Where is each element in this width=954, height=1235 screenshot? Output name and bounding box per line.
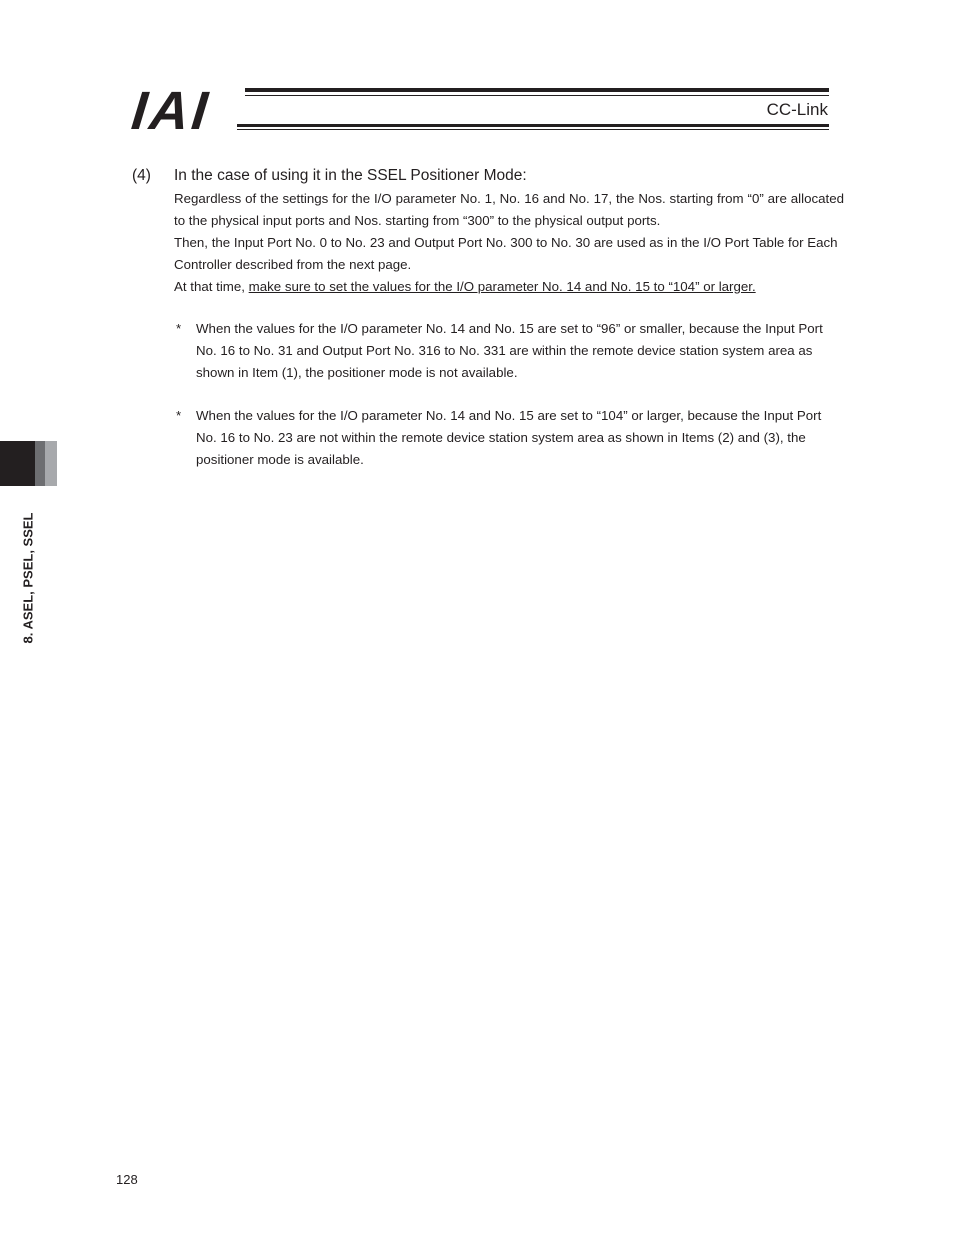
requirement-prefix: At that time, xyxy=(174,279,249,294)
paragraph-port-table: Then, the Input Port No. 0 to No. 23 and Output Port No. 300 to No. 30 are used as in the I/O Port Table for Each Controller described from the next page. xyxy=(174,235,838,272)
note-marker: * xyxy=(176,321,182,336)
chapter-tab-light xyxy=(45,441,57,486)
section-number: (4) xyxy=(132,167,151,184)
iai-logo: IAI xyxy=(128,81,214,141)
requirement-underlined: make sure to set the values for the I/O parameter No. 14 and No. 15 to “104” or larger. xyxy=(248,279,756,294)
header-rule-top xyxy=(245,88,829,92)
header-rule-top-thin xyxy=(245,95,829,96)
chapter-tab-dark xyxy=(0,441,35,486)
section-title: In the case of using it in the SSEL Positioner Mode: xyxy=(174,167,527,184)
header-rule-bottom xyxy=(237,124,829,127)
note-marker: * xyxy=(176,408,182,423)
note-item xyxy=(174,405,834,471)
body-text xyxy=(174,188,844,298)
chapter-tab-mid xyxy=(35,441,45,486)
chapter-label: 8. ASEL, PSEL, SSEL xyxy=(20,512,36,644)
paragraph-allocation: Regardless of the settings for the I/O parameter No. 1, No. 16 and No. 17, the Nos. starting from “0” are allocated to the physical input ports and Nos. starting from “300” to the physical output ports. xyxy=(174,191,844,228)
section-heading xyxy=(132,166,527,186)
note-text: When the values for the I/O parameter No. 14 and No. 15 are set to “96” or smaller, because the Input Port No. 16 to No. 31 and Output Port No. 316 to No. 331 are within the remote device station system area as shown in Item (1), the positioner mode is not available. xyxy=(196,321,823,380)
paragraph-requirement xyxy=(174,276,844,298)
note-text: When the values for the I/O parameter No. 14 and No. 15 are set to “104” or larger, because the Input Port No. 16 to No. 23 are not within the remote device station system area as shown in Items (2) and (3), the positioner mode is available. xyxy=(196,408,822,467)
header-rule-bottom-thin xyxy=(237,129,829,130)
product-name: CC-Link xyxy=(766,100,828,119)
note-item xyxy=(174,318,834,384)
page-number: 128 xyxy=(116,1172,138,1187)
